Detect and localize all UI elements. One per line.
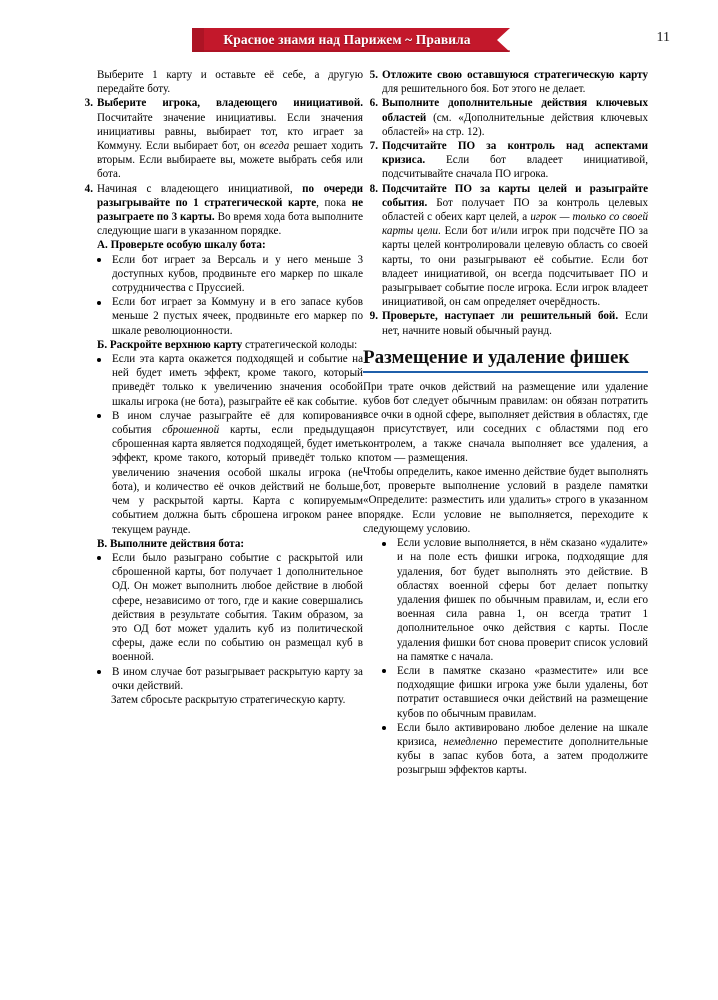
item-9-lead: Проверьте, наступает ли решительный бой. [382,310,619,323]
item-3-lead: Выберите игрока, владеющего инициативой. [97,97,363,110]
paragraph-intro-continued: Выберите 1 карту и оставьте её себе, а другую передайте боту. [97,69,363,96]
placement-paragraph-2: Чтобы определить, какое именно действие будет выполнять бот, проверьте выполнение условий в разделе памятки «Определите: разместить или удалить» строго в указанном порядке. Если условие не выполняется, переходите к следующему условию. [363,466,648,535]
subsection-v-bullets [78,551,363,693]
subsection-a [78,238,363,252]
item-3-body-after: решает ходить вторым. Если выбираете вы, можете выбрать себя или бота. [97,140,363,181]
left-column [78,68,363,707]
item-6-body: (см. «Дополнительные действия ключевых областей» на стр. 12). [382,111,648,138]
bullet-part-2: переместите дополнительные кубы в запас кубов бота, а затем продолжите розыгрыш эффектов карты. [397,735,648,777]
subsection-v [78,537,363,551]
section-title: Размещение и удаление фишек [363,346,630,368]
item-4-pre: Начиная с владеющего инициативой, [97,182,303,195]
item-8-body-after: . Если бот и/или игрок при подсчёте ПО за карты целей контролировали целевую область со своей карты, то они разыгрывают её событие. Если бот владеет инициативой, он всегда подсчитывает ПО и разыгрывает событие после игрока. Если игрок владеет инициативой, он сам определяет очерёдность. [382,225,648,309]
placement-paragraph-1: При трате очков действий на размещение или удаление кубов бот следует обычным правилам: он обязан потратить все очки в одной сфере, выполняет действия в областях, где он присутствует, или соседних с областями под его контролем, а также сначала выполняет все удаления, а потом — размещения. [363,380,648,464]
item-9-body: Если нет, начните новый обычный раунд. [382,310,648,337]
item-7-lead: Подсчитайте ПО за контроль над аспектами кризиса. [382,140,648,167]
list-item: Если бот играет за Версаль и у него меньше 3 доступных кубов, продвиньте его маркер по шкале сотрудничества с Пруссией. [78,253,363,296]
item-3-text [97,96,363,181]
item-5-body: для решительного боя. Бот этого не делает. [382,83,586,96]
bullet-italic: немедленно [443,735,498,748]
title-banner [192,26,522,54]
item-4-lead2: не разыграете по 3 карты. [97,196,364,224]
item-4-text [97,182,363,239]
page-body [0,68,718,988]
item-6-text [382,96,648,139]
item-4-lead: по очереди разыгрывайте по 1 стратегической карте [97,182,363,209]
list-item [363,721,648,778]
list-item: Если было разыграно событие с раскрытой или сброшенной карты, бот получает 1 дополнительное ОД. Он может выполнить любое действие в любой сфере, независимо от того, где и какие совершались действия в результате события. Таким образом, за это ОД бот может удалить куб из политической сферы, даже если по событию он размещал куб в военной. [78,551,363,665]
item-8-italic: игрок — только со своей карты цели [382,211,649,238]
subsection-b-title: Раскройте верхнюю карту [109,338,243,351]
subsection-a-bullets [78,253,363,338]
list-item: Если в памятке сказано «разместите» или все подходящие фишки игрока уже были удалены, бот потратит оставшиеся очки действий на размещение кубов по обычным правилам. [363,664,648,721]
list-item-8 [363,182,648,310]
list-item: Если бот играет за Коммуну и в его запасе кубов меньше 2 пустых ячеек, продвиньте его маркер по шкале революционности. [78,295,363,338]
subsection-b-letter: Б. [97,338,108,351]
item-3-body: Посчитайте значение инициативы. Если значения инициативы равны, выбирает тот, кто играет за Коммуну. Если выбирает бот, он [97,111,363,153]
item-number: 8. [369,182,378,195]
page-header [0,0,718,58]
subsection-v-heading [97,537,363,551]
item-4-post: Во время хода бота выполните следующие шаги в указанном порядке. [97,211,364,238]
subsection-b-title-rest: стратегической колоды: [242,338,358,351]
section-heading-placement [363,347,648,373]
item-5-lead: Отложите свою оставшуюся стратегическую карту [382,69,648,81]
item-7-text [382,139,648,182]
list-item-3 [78,96,363,181]
subsection-a-heading [97,238,363,252]
page-number: 11 [656,30,670,45]
subsection-b-bullets [78,352,363,537]
item-number: 6. [369,97,378,110]
item-6-lead: Выполните дополнительные действия ключевых областей [382,97,648,124]
item-number: 9. [369,310,378,323]
bullet-part-1: Если было активировано любое деление на шкале кризиса, [397,721,648,748]
bullet-part-1: В ином случае разыграйте её для копирования события [112,409,363,437]
subsection-b [78,338,363,352]
item-4-mid: , пока [316,196,352,209]
list-item-4 [78,182,363,239]
list-item-5 [363,68,648,96]
subsection-v-title: Выполните действия бота: [109,537,245,550]
item-number: 7. [369,140,378,153]
right-column [363,68,648,778]
placement-bullets [363,536,648,777]
list-item-9 [363,309,648,337]
item-number: 3. [84,97,93,110]
bullet-italic: сброшенной [162,424,220,437]
item-8-lead: Подсчитайте ПО за карты целей и разыграйте события. [382,182,648,209]
banner-title: Красное знамя над Парижем ~ Правила [223,32,471,47]
subsection-a-letter: А. [97,239,108,252]
item-8-body: Бот получает ПО за контроль целевых областей с обеих карт целей, а [382,196,648,224]
bullet-part-2: карты, если предыдущая сброшенная карта является подходящей, будет иметь эффект, кроме такого, который приведёт только к увеличению значения особой шкалы игрока (не бота), и количество её очков действий не больше, чем у раскрытой карты. Карта с копируемым событием должна быть сброшена игроком ранее в текущем раунде. [112,424,363,536]
list-item: В ином случае бот разыгрывает раскрытую карту за очки действий. [78,665,363,693]
item-8-text [382,182,648,310]
subsection-v-letter: В. [97,537,108,550]
item-9-text [382,309,648,337]
subsection-b-heading [97,338,363,352]
list-item: Если условие выполняется, в нём сказано «удалите» и на поле есть фишки игрока, подходящие для удаления, бот будет выполнять это действие. В областях военной сферы бот делает попытку удаления фишек по обычным правилам, и, если его военная сила равна 1, он всегда тратит 1 дополнительное очко действия с карты. После удаления фишки бот снова проверит список условий на памятке с начала. [363,536,648,664]
item-number: 4. [84,182,93,195]
list-item-7 [363,139,648,182]
subsection-v-closing: Затем сбросьте раскрытую стратегическую карту. [111,693,346,706]
list-item-6 [363,96,648,139]
item-5-text [382,68,648,96]
item-3-italic: всегда [259,140,290,153]
subsection-a-title: Проверьте особую шкалу бота: [110,239,266,252]
item-number: 5. [369,69,378,81]
list-item [78,409,363,537]
item-7-body: Если бот владеет инициативой, подсчитывайте сначала ПО игрока. [382,154,648,181]
list-item: Если эта карта окажется подходящей и событие на ней будет иметь эффект, кроме такого, который приведёт только к увеличению значения особой шкалы игрока (не бота), разыграйте её как событие. [78,352,363,409]
